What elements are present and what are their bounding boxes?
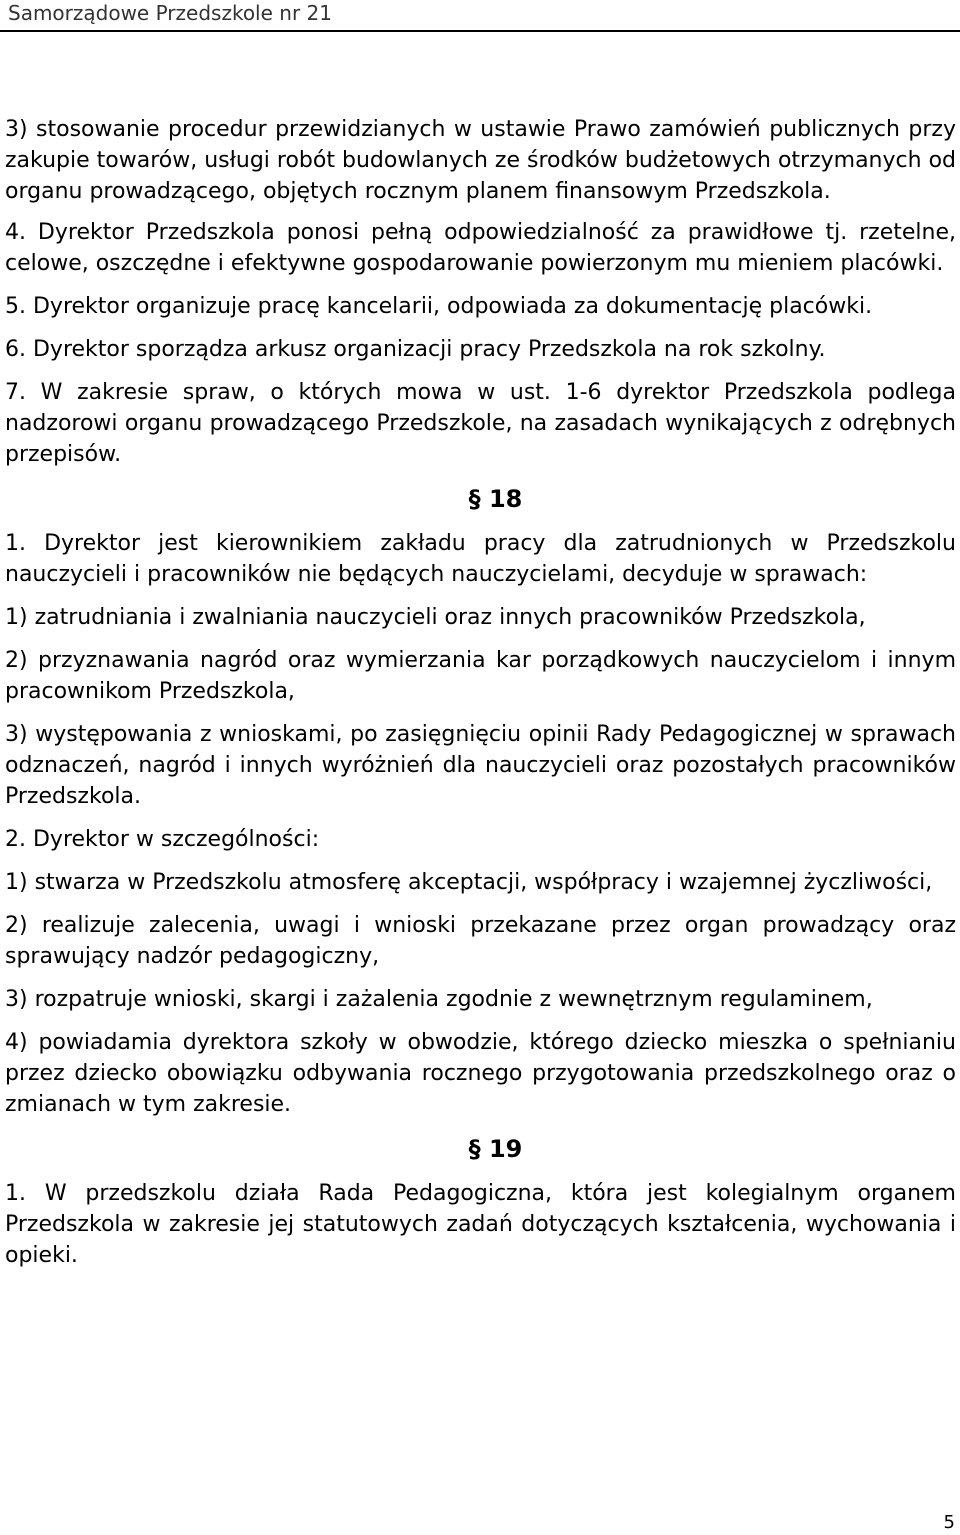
paragraph-18-1-item-3: 3) występowania z wnioskami, po zasięgnięciu opinii Rady Pedagogicznej w sprawach odznaczeń, nagród i innych wyróżnień dla nauczycieli oraz pozostałych pracowników Przedszkola. <box>5 722 956 809</box>
paragraph-7: 7. W zakresie spraw, o których mowa w ust. 1-6 dyrektor Przedszkola podlega nadzorowi organu prowadzącego Przedszkole, na zasadach wynikających z odrębnych przepisów. <box>5 380 956 467</box>
paragraph-4: 4. Dyrektor Przedszkola ponosi pełną odpowiedzialność za prawidłowe tj. rzetelne, celowe, oszczędne i efektywne gospodarowanie powierzonym mu mieniem placówki. <box>5 220 956 276</box>
page-header <box>0 0 960 32</box>
paragraph-6: 6. Dyrektor sporządza arkusz organizacji pracy Przedszkola na rok szkolny. <box>5 337 826 362</box>
paragraph-18-2-item-2: 2) realizuje zalecenia, uwagi i wnioski przekazane przez organ prowadzący oraz sprawujący nadzór pedagogiczny, <box>5 913 956 969</box>
paragraph-5: 5. Dyrektor organizuje pracę kancelarii, odpowiada za dokumentację placówki. <box>5 294 873 319</box>
paragraph-18-2: 2. Dyrektor w szczególności: <box>5 827 320 852</box>
paragraph-19-1: 1. W przedszkolu działa Rada Pedagogiczna, która jest kolegialnym organem Przedszkola w zakresie jej statutowych zadań dotyczących kształcenia, wychowania i opieki. <box>5 1181 956 1268</box>
paragraph-18-2-item-1: 1) stwarza w Przedszkolu atmosferę akceptacji, współpracy i wzajemnej życzliwości, <box>5 870 933 895</box>
document-body <box>5 114 956 1271</box>
paragraph-18-1-item-1: 1) zatrudniania i zwalniania nauczycieli oraz innych pracowników Przedszkola, <box>5 605 866 630</box>
paragraph-18-1: 1. Dyrektor jest kierownikiem zakładu pracy dla zatrudnionych w Przedszkolu nauczycieli i pracowników nie będących nauczycielami, decyduje w sprawach: <box>5 531 956 587</box>
header-title: Samorządowe Przedszkole nr 21 <box>8 1 332 25</box>
section-heading-19: § 19 <box>468 1135 523 1163</box>
paragraph-18-2-item-4: 4) powiadamia dyrektora szkoły w obwodzie, którego dziecko mieszka o spełnianiu przez dziecko obowiązku odbywania rocznego przygotowania przedszkolnego oraz o zmianach w tym zakresie. <box>5 1030 956 1117</box>
paragraph-18-2-item-3: 3) rozpatruje wnioski, skargi i zażalenia zgodnie z wewnętrznym regulaminem, <box>5 987 873 1012</box>
page-number: 5 <box>943 1512 955 1533</box>
paragraph-point-3: 3) stosowanie procedur przewidzianych w ustawie Prawo zamówień publicznych przy zakupie towarów, usługi robót budowlanych ze środków budżetowych otrzymanych od organu prowadzącego, objętych rocznym planem finansowym Przedszkola. <box>5 117 956 204</box>
paragraph-18-1-item-2: 2) przyznawania nagród oraz wymierzania kar porządkowych nauczycielom i innym pracownikom Przedszkola, <box>5 648 956 704</box>
section-heading-18: § 18 <box>468 485 523 513</box>
header-rule <box>0 30 960 32</box>
